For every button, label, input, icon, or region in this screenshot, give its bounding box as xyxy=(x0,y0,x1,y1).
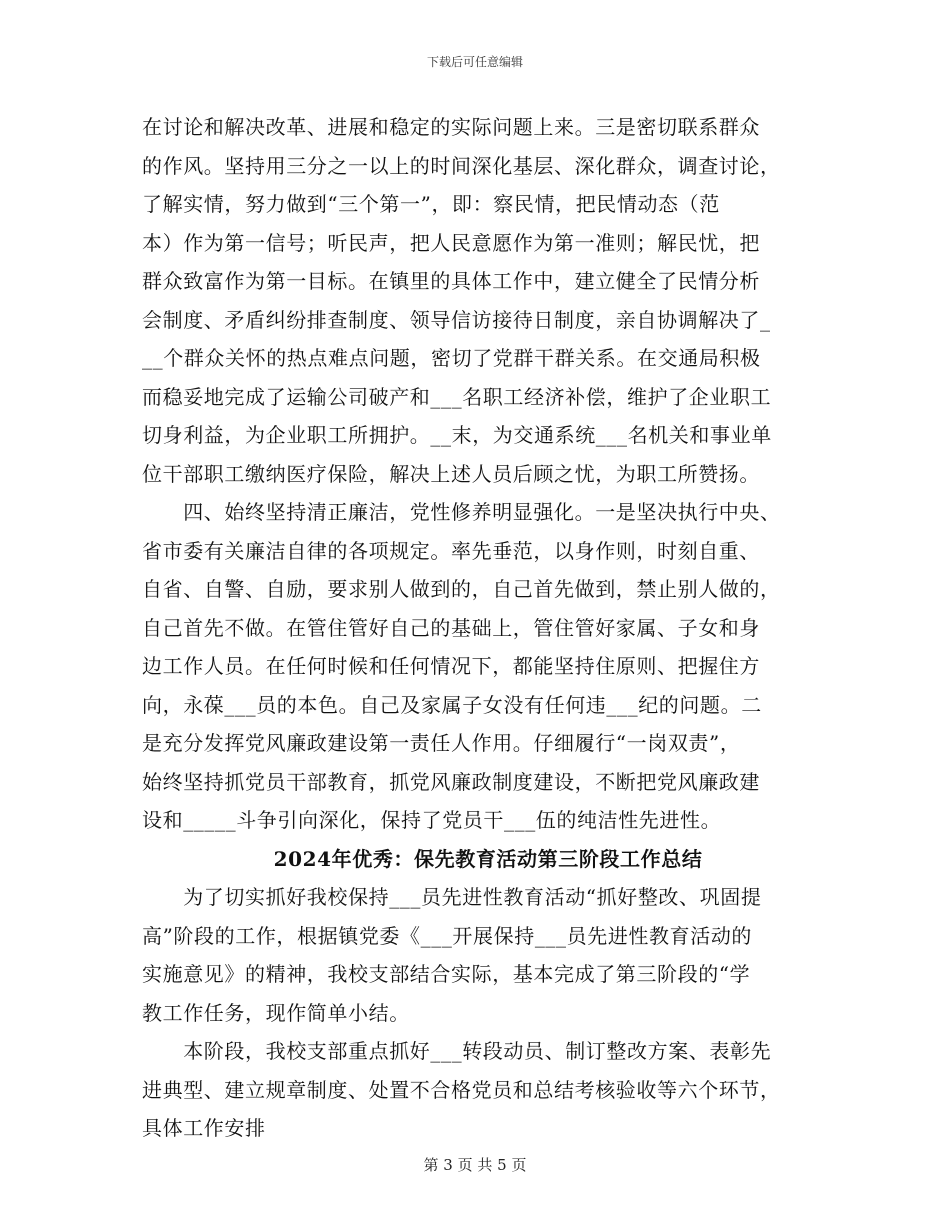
text-line: 边工作人员。在任何时候和任何情况下，都能坚持住原则、把握住方 xyxy=(142,654,760,678)
text-line: 切身利益，为企业职工所拥护。__末，为交通系统___名机关和事业单 xyxy=(142,423,772,447)
text-line: 自己首先不做。在管住管好自己的基础上，管住管好家属、子女和身 xyxy=(142,615,760,640)
text-line: 始终坚持抓党员干部教育，抓党风廉政制度建设，不断把党风廉政建 xyxy=(142,769,760,794)
text-line: 实施意见》的精神，我校支部结合实际，基本完成了第三阶段的“学 xyxy=(142,962,751,986)
text-line: 设和_____斗争引向深化，保持了党员干___伍的纯洁性先进性。 xyxy=(142,808,722,832)
text-line: 进典型、建立规章制度、处置不合格党员和总结考核验收等六个环节， xyxy=(142,1077,781,1102)
text-line: 了解实情，努力做到“三个第一”，即：察民情，把民情动态（范 xyxy=(142,192,720,216)
text-line: __个群众关怀的热点难点问题，密切了党群干群关系。在交通局积极 xyxy=(142,346,761,370)
text-line: 向，永葆___员的本色。自己及家属子女没有任何违___纪的问题。二 xyxy=(142,692,762,717)
document-body xyxy=(142,108,810,1148)
text-line: 在讨论和解决改革、进展和稳定的实际问题上来。三是密切联系群众 xyxy=(142,115,760,139)
text-line: 四、始终坚持清正廉洁，党性修养明显强化。一是坚决执行中央、 xyxy=(142,500,781,524)
text-line: 高”阶段的工作，根据镇党委《___开展保持___员先进性教育活动的 xyxy=(142,923,753,948)
page-footer: 第 3 页 共 5 页 xyxy=(423,1156,527,1174)
text-line: 群众致富作为第一目标。在镇里的具体工作中，建立健全了民情分析 xyxy=(142,269,760,293)
text-line: 教工作任务，现作简单小结。 xyxy=(142,1000,410,1025)
text-line: 的作风。坚持用三分之一以上的时间深化基层、深化群众，调查讨论， xyxy=(142,153,781,178)
text-line: 省市委有关廉洁自律的各项规定。率先垂范，以身作则，时刻自重、 xyxy=(142,538,760,563)
text-line: 会制度、矛盾纠纷排查制度、领导信访接待日制度，亲自协调解决了_ xyxy=(142,307,771,332)
page-header: 下载后可任意编辑 xyxy=(426,55,523,69)
text-line: 位干部职工缴纳医疗保险，解决上述人员后顾之忧，为职工所赞扬。 xyxy=(142,461,760,486)
text-line: 自省、自警、自励，要求别人做到的，自己首先做到，禁止别人做的， xyxy=(142,577,781,601)
text-line: 是充分发挥党风廉政建设第一责任人作用。仔细履行“一岗双责”， xyxy=(142,731,741,755)
text-line: 具体工作安排 xyxy=(142,1116,266,1140)
section-title: 2024年优秀：保先教育活动第三阶段工作总结 xyxy=(273,846,703,871)
text-line: 本）作为第一信号；听民声，把人民意愿作为第一准则；解民忧，把 xyxy=(142,230,760,255)
text-line: 为了切实抓好我校保持___员先进性教育活动“抓好整改、巩固提 xyxy=(142,885,762,909)
text-line: 本阶段，我校支部重点抓好___转段动员、制订整改方案、表彰先 xyxy=(142,1039,772,1063)
text-line: 而稳妥地完成了运输公司破产和___名职工经济补偿，维护了企业职工 xyxy=(142,384,772,409)
